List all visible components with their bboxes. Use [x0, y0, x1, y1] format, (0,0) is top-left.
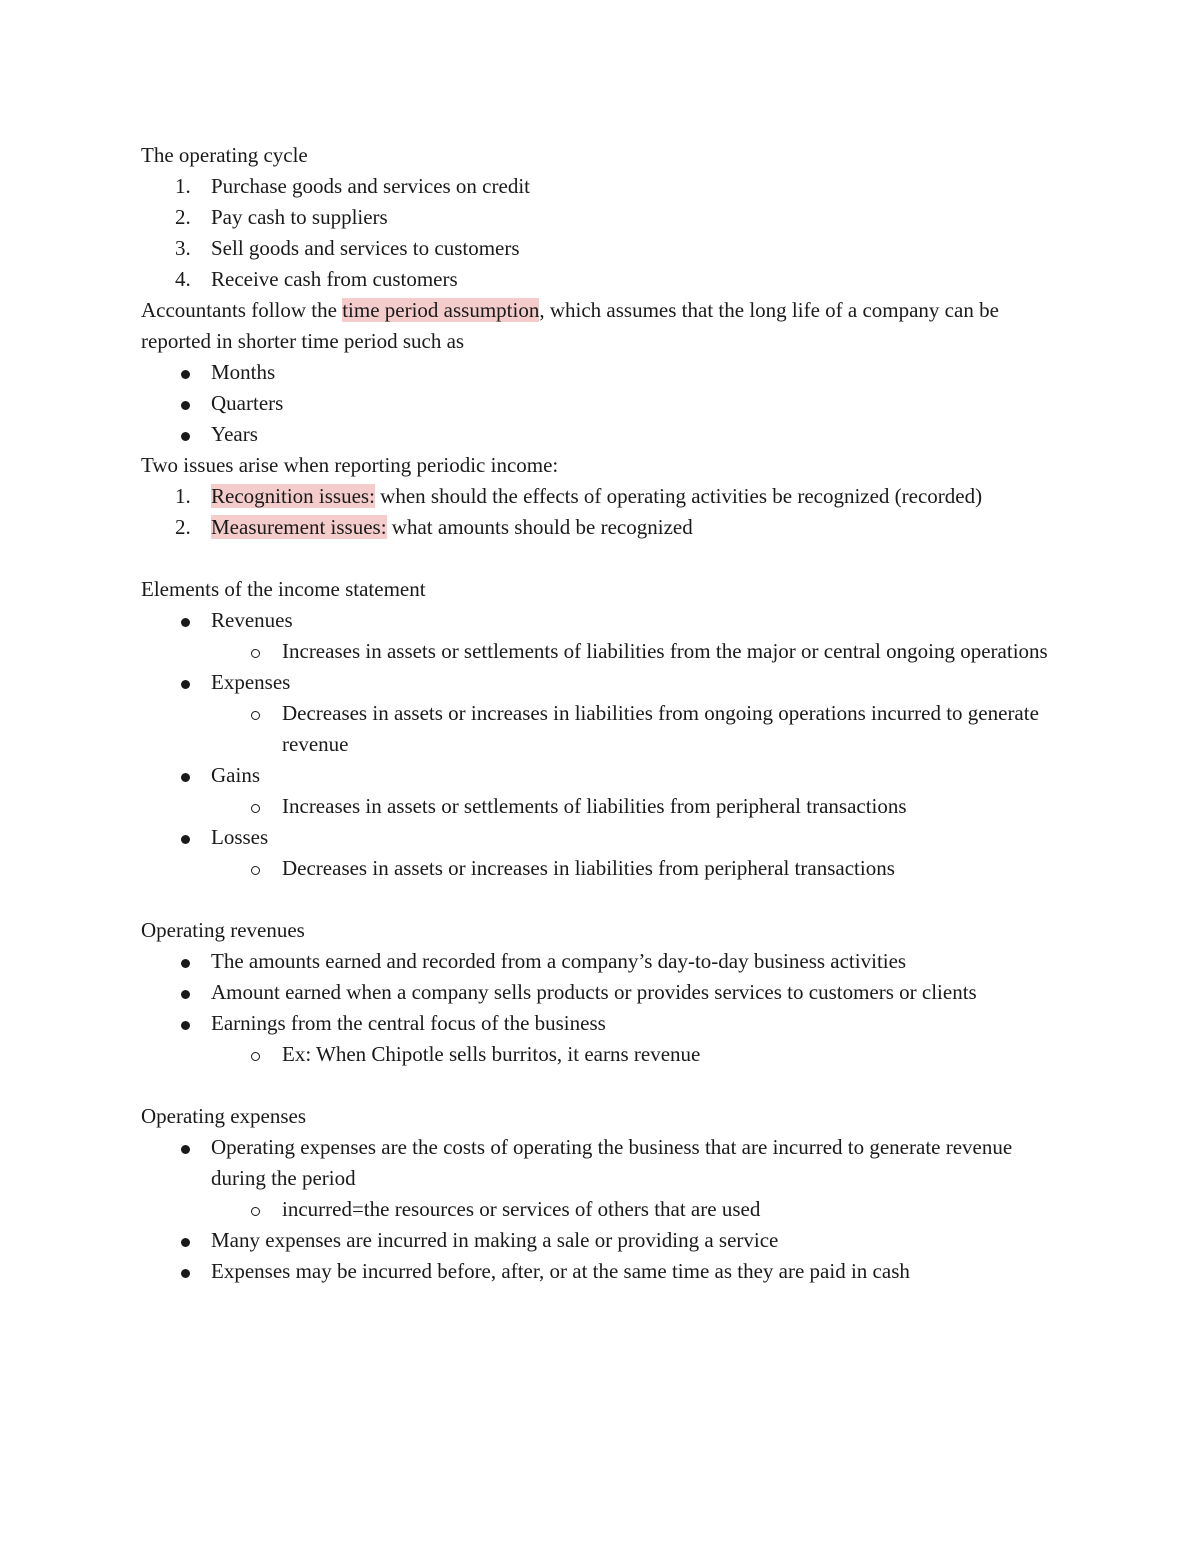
list-item — [141, 388, 1061, 419]
issues-intro: Two issues arise when reporting periodic income: — [141, 453, 559, 477]
sub-list-item — [141, 1194, 1061, 1225]
paragraph-text: Accountants follow the — [141, 298, 343, 322]
list-item — [141, 822, 1061, 853]
bullet-icon — [181, 1269, 190, 1278]
paragraph-text: , which assumes that the long life of a company can be reported in shorter time period such as — [141, 298, 999, 353]
spacer — [141, 543, 1061, 574]
heading-operating-cycle: The operating cycle — [141, 143, 308, 167]
list-item-text: Quarters — [211, 391, 284, 415]
list-item-text: Gains — [211, 763, 260, 787]
bullet-icon — [181, 432, 190, 441]
operating-revenues-list — [141, 946, 1061, 1070]
sub-list-item-text: incurred=the resources or services of others that are used — [282, 1197, 761, 1221]
circle-bullet-icon — [251, 804, 260, 813]
bullet-icon — [181, 959, 190, 968]
bullet-icon — [181, 401, 190, 410]
list-item-text: Losses — [211, 825, 269, 849]
list-item — [141, 171, 1061, 202]
time-period-list — [141, 357, 1061, 450]
list-item-text: what amounts should be recognized — [386, 515, 693, 539]
list-item-text: Purchase goods and services on credit — [211, 174, 530, 198]
spacer — [141, 1070, 1061, 1101]
bullet-icon — [181, 680, 190, 689]
list-item — [141, 1008, 1061, 1039]
list-item-text: Receive cash from customers — [211, 267, 458, 291]
sub-list-item — [141, 636, 1061, 667]
bullet-icon — [181, 1145, 190, 1154]
list-item — [141, 1256, 1061, 1287]
list-item-text: The amounts earned and recorded from a company’s day-to-day business activities — [211, 949, 907, 973]
list-item-text: Pay cash to suppliers — [211, 205, 388, 229]
list-item-text: Months — [211, 360, 276, 384]
heading-operating-revenues: Operating revenues — [141, 918, 305, 942]
sub-list-item — [141, 791, 1061, 822]
circle-bullet-icon — [251, 649, 260, 658]
sub-list-item — [141, 853, 1061, 884]
sub-list-item-text: Increases in assets or settlements of liabilities from peripheral transactions — [282, 794, 907, 818]
circle-bullet-icon — [251, 1052, 260, 1061]
list-number: 1. — [175, 484, 191, 508]
bullet-icon — [181, 370, 190, 379]
operating-cycle-list — [141, 171, 1061, 295]
list-number: 3. — [175, 236, 191, 260]
list-item — [141, 667, 1061, 698]
circle-bullet-icon — [251, 866, 260, 875]
list-item — [141, 481, 1061, 512]
list-item-text: Years — [211, 422, 258, 446]
list-number: 2. — [175, 515, 191, 539]
operating-expenses-list — [141, 1132, 1061, 1287]
list-item — [141, 233, 1061, 264]
list-item-text: Earnings from the central focus of the business — [211, 1011, 606, 1035]
sub-list-item-text: Decreases in assets or increases in liabilities from ongoing operations incurred to generate revenue — [282, 701, 1039, 756]
list-item-text: when should the effects of operating activities be recognized (recorded) — [374, 484, 983, 508]
list-item — [141, 1132, 1061, 1194]
list-item — [141, 605, 1061, 636]
list-item — [141, 264, 1061, 295]
list-number: 2. — [175, 205, 191, 229]
list-item-text: Expenses — [211, 670, 291, 694]
time-period-paragraph — [141, 295, 1061, 357]
list-item — [141, 202, 1061, 233]
circle-bullet-icon — [251, 1207, 260, 1216]
bullet-icon — [181, 835, 190, 844]
list-item — [141, 419, 1061, 450]
list-item-text: Operating expenses are the costs of operating the business that are incurred to generate revenue during the period — [211, 1135, 1013, 1190]
heading-operating-expenses: Operating expenses — [141, 1104, 307, 1128]
circle-bullet-icon — [251, 711, 260, 720]
bullet-icon — [181, 990, 190, 999]
bullet-icon — [181, 1021, 190, 1030]
list-item — [141, 1225, 1061, 1256]
list-item-text: Amount earned when a company sells products or provides services to customers or clients — [211, 980, 977, 1004]
list-item-text: Many expenses are incurred in making a sale or providing a service — [211, 1228, 779, 1252]
sub-list-item-text: Decreases in assets or increases in liabilities from peripheral transactions — [282, 856, 895, 880]
list-item — [141, 760, 1061, 791]
bullet-icon — [181, 773, 190, 782]
issues-list — [141, 481, 1061, 543]
list-item-text: Revenues — [211, 608, 293, 632]
list-item — [141, 946, 1061, 977]
elements-list — [141, 605, 1061, 884]
bullet-icon — [181, 1238, 190, 1247]
spacer — [141, 884, 1061, 915]
list-number: 4. — [175, 267, 191, 291]
list-item — [141, 512, 1061, 543]
sub-list-item — [141, 698, 1061, 760]
list-item — [141, 357, 1061, 388]
list-number: 1. — [175, 174, 191, 198]
document-page — [141, 140, 1061, 1287]
highlighted-term: time period assumption — [342, 298, 540, 322]
sub-list-item-text: Increases in assets or settlements of liabilities from the major or central ongoing operations — [282, 639, 1048, 663]
sub-list-item — [141, 1039, 1061, 1070]
highlighted-term: Recognition issues: — [211, 484, 375, 508]
list-item — [141, 977, 1061, 1008]
list-item-text: Sell goods and services to customers — [211, 236, 520, 260]
sub-list-item-text: Ex: When Chipotle sells burritos, it earns revenue — [282, 1042, 701, 1066]
list-item-text: Expenses may be incurred before, after, or at the same time as they are paid in cash — [211, 1259, 910, 1283]
heading-elements: Elements of the income statement — [141, 577, 426, 601]
bullet-icon — [181, 618, 190, 627]
highlighted-term: Measurement issues: — [211, 515, 387, 539]
